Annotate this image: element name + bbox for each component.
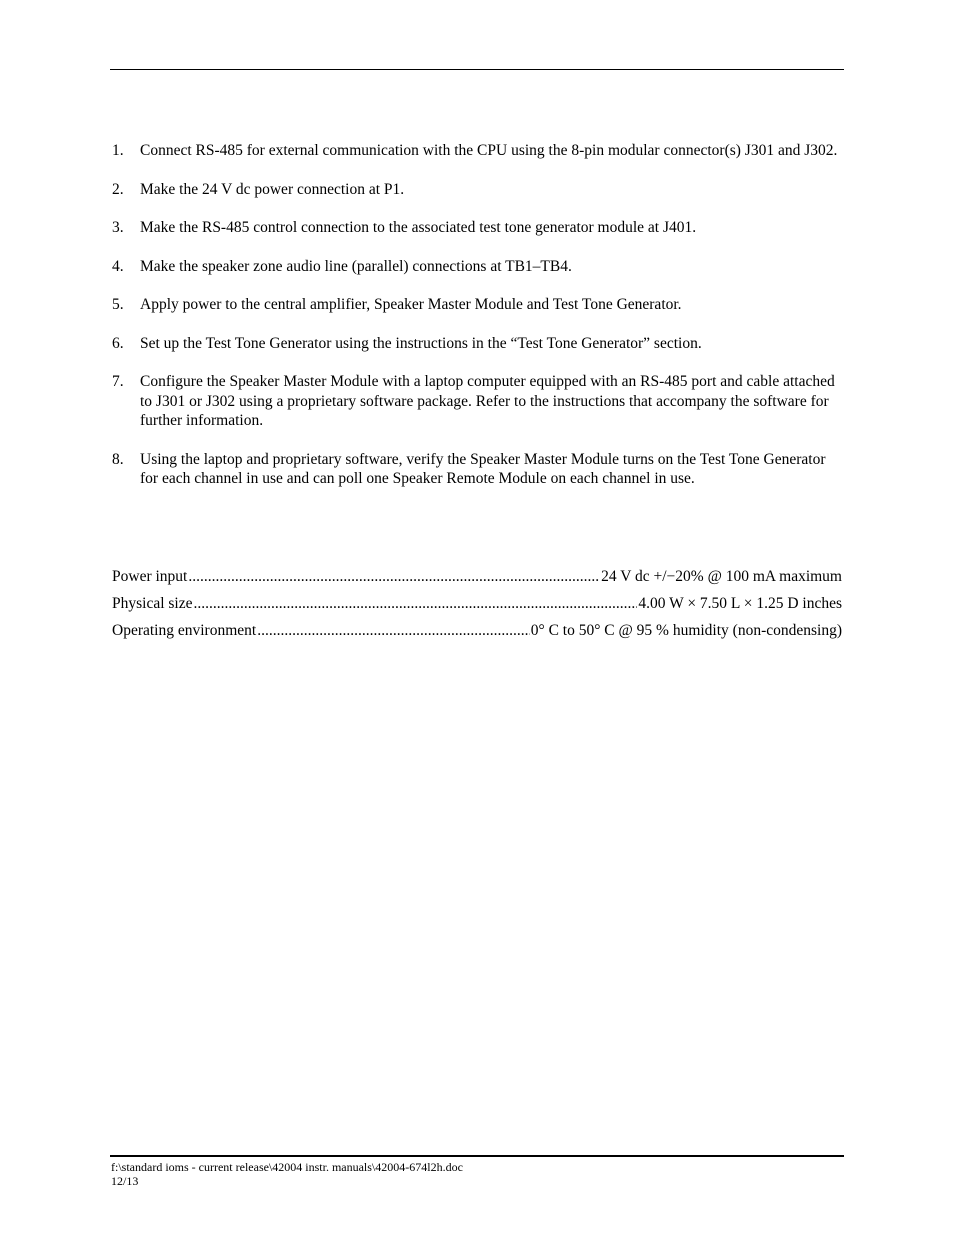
step-text: Apply power to the central amplifier, Speaker Master Module and Test Tone Generator. (140, 296, 682, 313)
spec-label: Physical size (112, 595, 193, 612)
step-7 (112, 372, 844, 431)
step-number: 7. (112, 373, 124, 390)
step-text: Make the 24 V dc power connection at P1. (140, 180, 405, 198)
spec-row-operating-environment (112, 621, 842, 648)
footer-rule (110, 1155, 844, 1157)
spec-value: 24 V dc +/−20% @ 100 mA maximum (601, 568, 842, 585)
step-text: Using the laptop and proprietary software, verify the Speaker Master Module turns on the Test Tone Generator for each channel in use and can poll one Speaker Remote Module on each channel in use. (140, 450, 826, 487)
step-5 (112, 295, 844, 315)
dot-leader (257, 621, 530, 641)
step-4 (112, 257, 844, 277)
spec-row-physical-size (112, 594, 842, 621)
step-number: 3. (112, 219, 124, 236)
step-text: Configure the Speaker Master Module with a laptop computer equipped with an RS-485 port and cable attached to J301 or J302 using a proprietary software package. Refer to the instructions that accompany the software for further information. (140, 373, 835, 429)
spec-row-power-input (112, 567, 842, 594)
dot-leader (188, 567, 600, 587)
step-number: 2. (112, 180, 124, 198)
step-text: Connect RS-485 for external communication with the CPU using the 8-pin modular connector(s) J301 and J302. (140, 142, 838, 159)
spec-value: 0° C to 50° C @ 95 % humidity (non-condensing) (530, 622, 842, 639)
header-rule (110, 69, 844, 70)
step-number: 4. (112, 257, 124, 275)
footer-date: 12/13 (111, 1174, 139, 1188)
step-3 (112, 218, 844, 238)
spec-label: Power input (112, 568, 188, 585)
dot-leader (194, 594, 638, 614)
step-2 (112, 180, 844, 200)
step-text: Set up the Test Tone Generator using the instructions in the “Test Tone Generator” section. (140, 334, 702, 352)
spec-value: 4.00 W × 7.50 L × 1.25 D inches (638, 595, 842, 612)
step-8 (112, 450, 844, 489)
step-number: 5. (112, 296, 124, 313)
step-1 (112, 141, 844, 161)
step-6 (112, 334, 844, 354)
step-text: Make the speaker zone audio line (parallel) connections at TB1–TB4. (140, 257, 572, 275)
footer-file-path: f:\standard ioms - current release\42004 instr. manuals\42004-674l2h.doc (111, 1160, 463, 1174)
spec-label: Operating environment (112, 622, 257, 639)
step-number: 6. (112, 334, 124, 352)
step-text: Make the RS-485 control connection to the associated test tone generator module at J401. (140, 219, 697, 236)
specifications (112, 567, 842, 648)
page-footer (111, 1160, 463, 1188)
step-number: 1. (112, 142, 124, 159)
step-number: 8. (112, 450, 124, 468)
installation-steps (112, 141, 844, 489)
